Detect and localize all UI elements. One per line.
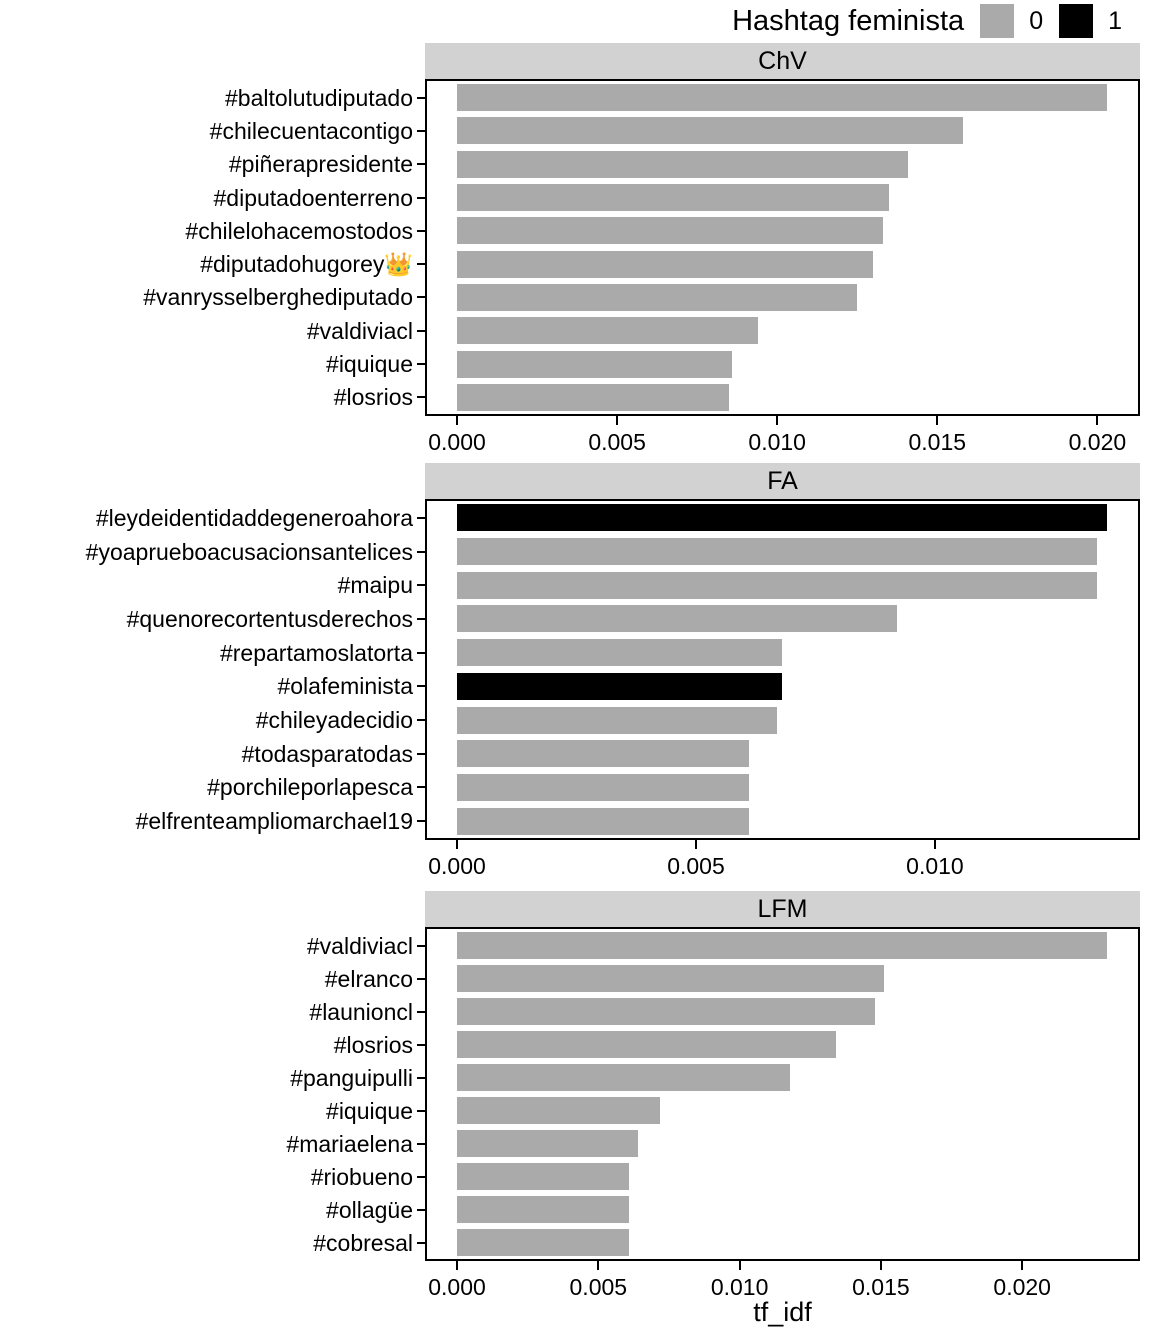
y-tick-mark: [417, 263, 426, 265]
y-axis-label: #olafeminista: [277, 673, 413, 700]
x-tick-mark: [936, 416, 938, 425]
bar-valdiviacl: [457, 932, 1107, 959]
legend-label-0: 0: [1029, 6, 1044, 35]
y-axis-label: #valdiviacl: [306, 317, 413, 344]
bar-losrios: [457, 1031, 836, 1058]
legend-label-1: 1: [1108, 6, 1122, 35]
y-axis-label: #iquique: [326, 1097, 413, 1124]
y-axis-label: #launioncl: [309, 998, 413, 1025]
y-tick-mark: [417, 1209, 426, 1211]
y-tick-mark: [417, 1110, 426, 1112]
y-tick-mark: [417, 230, 426, 232]
y-axis-label: #leydeidentidaddegeneroahora: [95, 504, 413, 531]
x-tick-label: 0.010: [710, 1274, 769, 1300]
x-tick-mark: [1096, 416, 1098, 425]
y-axis-label: #mariaelena: [286, 1130, 413, 1157]
bar-chilecuentacontigo: [457, 117, 963, 144]
x-tick-label: 0.005: [667, 853, 725, 879]
y-axis-label: #baltolutudiputado: [225, 84, 413, 111]
y-tick-mark: [417, 1176, 426, 1178]
bar-baltolutudiputado: [457, 84, 1107, 111]
bar-quenorecortentusderechos: [457, 605, 897, 632]
facet-panel-chv: [425, 79, 1140, 416]
y-axis-label: #elfrenteampliomarchael19: [135, 808, 413, 835]
bar-launioncl: [457, 998, 875, 1025]
x-tick-label: 0.010: [748, 429, 806, 455]
y-tick-mark: [417, 753, 426, 755]
x-tick-label: 0.020: [1068, 429, 1127, 455]
y-tick-mark: [417, 1242, 426, 1244]
y-tick-mark: [417, 820, 426, 822]
y-axis-label: #elranco: [324, 965, 413, 992]
y-tick-mark: [417, 1143, 426, 1145]
x-tick-mark: [739, 1261, 741, 1270]
x-tick-label: 0.010: [906, 853, 964, 879]
y-axis-label: #piñerapresidente: [228, 151, 413, 178]
y-axis-label: #panguipulli: [290, 1064, 413, 1091]
facet-strip-label: FA: [767, 466, 798, 495]
y-tick-mark: [417, 652, 426, 654]
y-axis-label: #riobueno: [310, 1163, 413, 1190]
x-tick-mark: [456, 1261, 458, 1270]
bar-olafeminista: [457, 673, 782, 700]
x-tick-mark: [776, 416, 778, 425]
bar-mariaelena: [457, 1130, 638, 1157]
bar-valdiviacl: [457, 317, 758, 344]
y-axis-label: #cobresal: [313, 1229, 413, 1256]
y-axis-label: #chilecuentacontigo: [209, 117, 413, 144]
y-axis-label: #valdiviacl: [306, 932, 413, 959]
facet-strip-label: ChV: [758, 46, 807, 75]
x-tick-mark: [456, 840, 458, 849]
y-axis-label: #maipu: [337, 572, 413, 599]
y-axis-label: #quenorecortentusderechos: [126, 605, 413, 632]
y-axis-label: #vanrysselberghediputado: [143, 284, 413, 311]
legend-item-1: [1059, 4, 1122, 38]
x-tick-mark: [1021, 1261, 1023, 1270]
y-tick-mark: [417, 786, 426, 788]
bar-leydeidentidaddegeneroahora: [457, 504, 1107, 531]
y-tick-mark: [417, 618, 426, 620]
x-tick-mark: [597, 1261, 599, 1270]
legend-item-0: [980, 4, 1043, 38]
legend: [732, 2, 1122, 40]
bar-elfrenteampliomarchael19: [457, 808, 749, 835]
x-tick-label: 0.015: [908, 429, 967, 455]
facet-panel-fa: [425, 499, 1140, 840]
bar-panguipulli: [457, 1064, 790, 1091]
x-tick-mark: [456, 416, 458, 425]
y-axis-label: #repartamoslatorta: [219, 639, 413, 666]
facet-strip-chv: [425, 43, 1140, 79]
y-tick-mark: [417, 551, 426, 553]
y-axis-label: #todasparatodas: [241, 740, 413, 767]
bar-ollag-e: [457, 1196, 629, 1223]
y-tick-mark: [417, 363, 426, 365]
bar-yoaprueboacusacionsantelices: [457, 538, 1097, 565]
x-tick-label: 0.000: [428, 1274, 486, 1300]
y-tick-mark: [417, 396, 426, 398]
x-tick-label: 0.005: [569, 1274, 628, 1300]
bar-iquique: [457, 351, 732, 378]
legend-title: Hashtag feminista: [732, 4, 965, 37]
bar-vanrysselberghediputado: [457, 284, 857, 311]
bar-cobresal: [457, 1229, 629, 1256]
y-axis-label: #diputadohugorey👑: [200, 251, 413, 278]
y-tick-mark: [417, 97, 426, 99]
y-axis-label: #chilelohacemostodos: [185, 217, 413, 244]
bar-diputadohugorey: [457, 251, 873, 278]
bar-chileyadecidio: [457, 707, 777, 734]
y-axis-label: #chileyadecidio: [255, 707, 413, 734]
y-axis-label: #losrios: [333, 1031, 413, 1058]
y-axis-label: #losrios: [333, 384, 413, 411]
bar-elranco: [457, 965, 884, 992]
y-axis-label: #ollagüe: [326, 1196, 413, 1223]
y-tick-mark: [417, 1077, 426, 1079]
legend-swatch-gray: [980, 4, 1014, 38]
x-tick-label: 0.000: [428, 429, 486, 455]
y-axis-label: #iquique: [326, 351, 413, 378]
bar-pi-erapresidente: [457, 151, 908, 178]
y-tick-mark: [417, 978, 426, 980]
y-axis-label: #diputadoenterreno: [213, 184, 413, 211]
y-tick-mark: [417, 130, 426, 132]
bar-riobueno: [457, 1163, 629, 1190]
x-tick-label: 0.000: [428, 853, 486, 879]
x-tick-mark: [695, 840, 697, 849]
x-tick-label: 0.005: [588, 429, 646, 455]
bar-iquique: [457, 1097, 660, 1124]
y-tick-mark: [417, 163, 426, 165]
y-tick-mark: [417, 719, 426, 721]
bar-diputadoenterreno: [457, 184, 889, 211]
bar-maipu: [457, 572, 1097, 599]
y-axis-label: #yoaprueboacusacionsantelices: [85, 538, 413, 565]
y-tick-mark: [417, 330, 426, 332]
y-tick-mark: [417, 945, 426, 947]
facet-strip-fa: [425, 463, 1140, 499]
bar-repartamoslatorta: [457, 639, 782, 666]
y-tick-mark: [417, 1044, 426, 1046]
x-tick-label: 0.015: [852, 1274, 910, 1300]
x-tick-mark: [616, 416, 618, 425]
bar-porchileporlapesca: [457, 774, 749, 801]
facet-strip-lfm: [425, 891, 1140, 927]
x-axis-title: tf_idf: [753, 1297, 812, 1327]
y-axis-label: #porchileporlapesca: [207, 774, 413, 801]
y-tick-mark: [417, 517, 426, 519]
y-tick-mark: [417, 584, 426, 586]
x-tick-mark: [934, 840, 936, 849]
x-tick-mark: [880, 1261, 882, 1270]
y-tick-mark: [417, 685, 426, 687]
facet-panel-lfm: [425, 927, 1140, 1261]
bar-todasparatodas: [457, 740, 749, 767]
bar-chilelohacemostodos: [457, 217, 883, 244]
facet-strip-label: LFM: [757, 894, 808, 923]
y-tick-mark: [417, 296, 426, 298]
y-tick-mark: [417, 1011, 426, 1013]
legend-swatch-black: [1059, 4, 1093, 38]
x-tick-label: 0.020: [993, 1274, 1051, 1300]
y-tick-mark: [417, 197, 426, 199]
bar-losrios: [457, 384, 729, 411]
